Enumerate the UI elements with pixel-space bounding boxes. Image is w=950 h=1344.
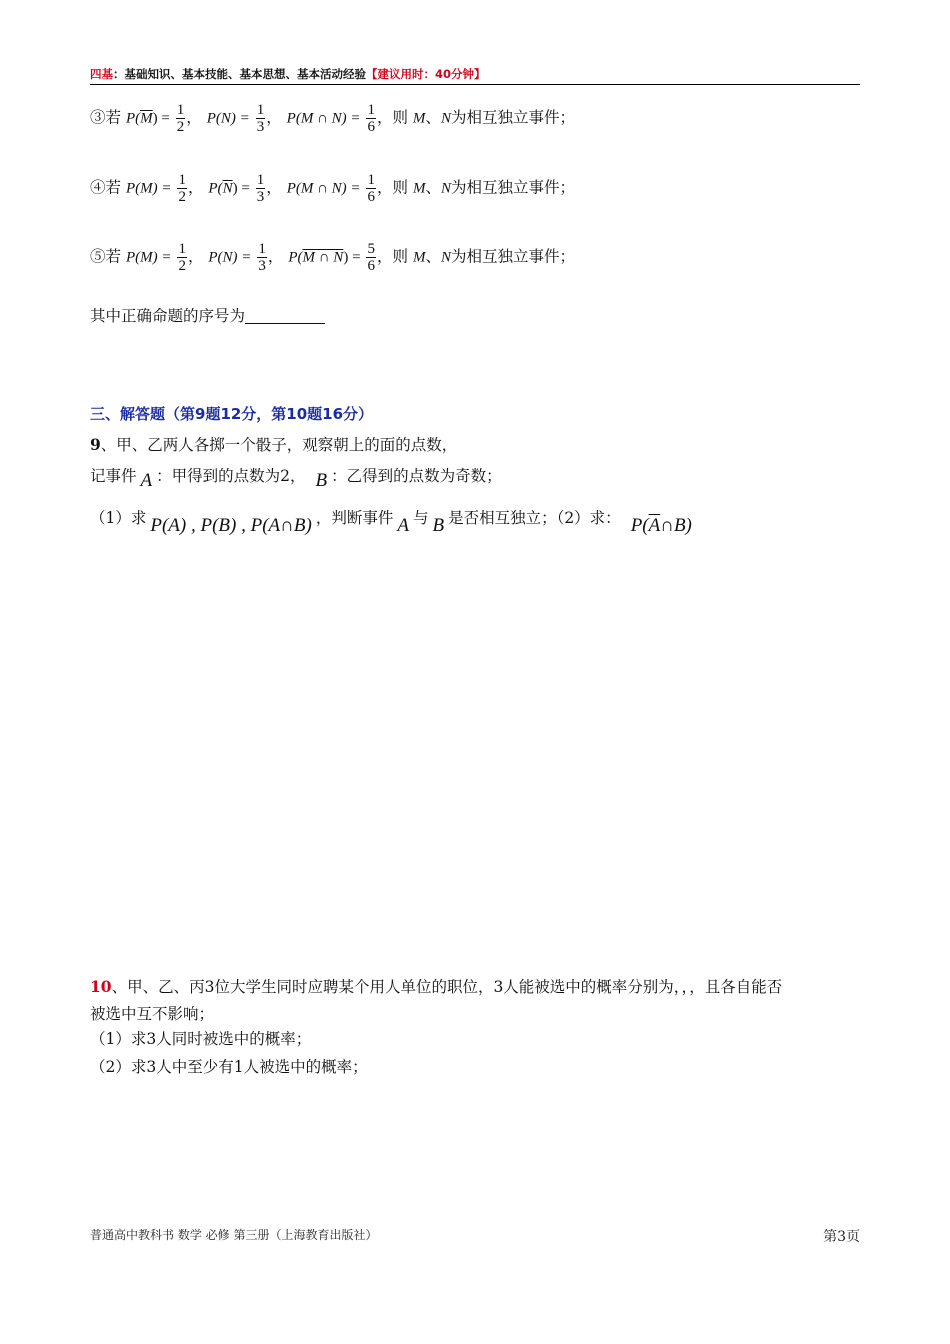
punct: 、: [425, 247, 441, 266]
text: 、甲、乙、丙3位大学生同时应聘某个用人单位的职位，3人能被选中的概率分别为，，，且各自能否: [111, 978, 783, 996]
q10-sub1: （1）求3人同时被选中的概率；: [90, 1030, 312, 1048]
page-header: [90, 66, 860, 85]
math-expr: ) =: [343, 249, 361, 266]
circle-number: ③: [90, 108, 106, 127]
text: ，则: [376, 178, 408, 197]
header-time: 【建议用时：40分钟】: [366, 67, 486, 81]
math-expr: P(: [125, 110, 141, 127]
section-title: 三、解答题（第9题12分，第10题16分）: [90, 405, 374, 423]
math-var: N: [440, 110, 451, 127]
math-complement: $\overline{N}$: [222, 180, 233, 197]
text: 为相互独立事件；: [450, 108, 575, 127]
punct: ，: [266, 178, 282, 197]
fraction: $\frac{1}{2}$: [178, 241, 186, 274]
text: 记事件: [90, 467, 137, 485]
math-expr: P(A) , P(B) , P(A∩B): [150, 515, 312, 536]
proposition-4: [90, 172, 575, 205]
punct: ，: [187, 178, 204, 197]
text: 是否相互独立；（2）求：: [448, 509, 621, 527]
answer-prompt-text: 其中正确命题的序号为: [90, 307, 246, 325]
text: ，则: [376, 247, 408, 266]
math-var: N: [440, 249, 451, 266]
math-var: M: [412, 249, 426, 266]
proposition-5: [90, 241, 575, 274]
math-expr: P(N) =: [208, 249, 252, 266]
text: ，则: [376, 108, 408, 127]
answer-prompt: [90, 304, 325, 328]
punct: ，: [267, 247, 284, 266]
answer-blank[interactable]: [245, 305, 325, 324]
math-expr: ) =: [232, 180, 250, 197]
math-var: A: [397, 515, 409, 536]
header-tag: 四基: [90, 67, 113, 81]
q10-line1: [90, 975, 782, 999]
fraction: $\frac{1}{3}$: [256, 102, 265, 135]
math-expr: P(M ∩ N) =: [286, 180, 361, 197]
math-var: N: [440, 180, 451, 197]
math-var: M: [412, 110, 426, 127]
text: 与: [412, 509, 429, 527]
fraction: $\frac{1}{3}$: [258, 241, 266, 274]
math-expr: P(M) =: [125, 180, 172, 197]
math-expr: P(M ∩ N) =: [286, 110, 361, 127]
circle-number: ⑤: [90, 247, 106, 266]
footer-page-number: 第3页: [823, 1229, 860, 1245]
text: （1）求: [90, 509, 147, 527]
punct: 、: [425, 178, 441, 197]
q10-line2: 被选中互不影响；: [90, 1005, 215, 1023]
math-complement: M ∩ N: [302, 249, 344, 266]
math-expr: P(M) =: [125, 249, 172, 266]
question-number: 9: [90, 435, 101, 454]
math-var: B: [315, 470, 328, 491]
circle-number: ④: [90, 178, 106, 197]
proposition-3: [90, 102, 575, 135]
text: 为相互独立事件；: [450, 178, 575, 197]
punct: 、: [425, 108, 441, 127]
math-var: B: [432, 515, 445, 536]
fraction: $\frac{5}{6}$: [367, 241, 375, 274]
math-expr: ) =: [152, 110, 170, 127]
question-number: 10: [90, 977, 112, 996]
text: ：乙得到的点数为奇数；: [331, 467, 502, 485]
text: 、甲、乙两人各掷一个骰子，观察朝上的面的点数，: [100, 436, 458, 454]
footer-left: 普通高中教科书 数学 必修 第三册（上海教育出版社）: [90, 1228, 378, 1242]
text: ：甲得到的点数为2，: [156, 467, 306, 485]
punct: ，: [266, 108, 282, 127]
text: 若: [105, 178, 122, 197]
fraction: $\frac{1}{3}$: [256, 172, 265, 205]
punct: ，: [186, 108, 202, 127]
fraction: $\frac{1}{2}$: [178, 172, 186, 205]
math-expr: $P(\overline{A}\cap B)$: [630, 515, 692, 536]
fraction: $\frac{1}{6}$: [367, 172, 375, 205]
math-expr: P(: [208, 180, 223, 197]
punct: ，: [187, 247, 204, 266]
q9-line1: [90, 433, 457, 457]
math-expr: P(: [288, 249, 303, 266]
math-var: A: [140, 470, 153, 491]
text: 为相互独立事件；: [450, 247, 575, 266]
q10-sub2: （2）求3人中至少有1人被选中的概率；: [90, 1058, 368, 1076]
header-title: ：基础知识、基本技能、基本思想、基本活动经验: [113, 67, 366, 81]
text: 若: [105, 108, 122, 127]
text: 若: [105, 247, 122, 266]
fraction: $\frac{1}{2}$: [176, 102, 185, 135]
math-complement: $\overline{M}$: [140, 110, 153, 127]
q9-line3: [90, 506, 692, 538]
math-var: M: [412, 180, 426, 197]
fraction: $\frac{1}{6}$: [367, 102, 375, 135]
q9-line2: [90, 464, 502, 493]
math-expr: P(N) =: [206, 110, 250, 127]
text: ，判断事件: [315, 509, 394, 527]
